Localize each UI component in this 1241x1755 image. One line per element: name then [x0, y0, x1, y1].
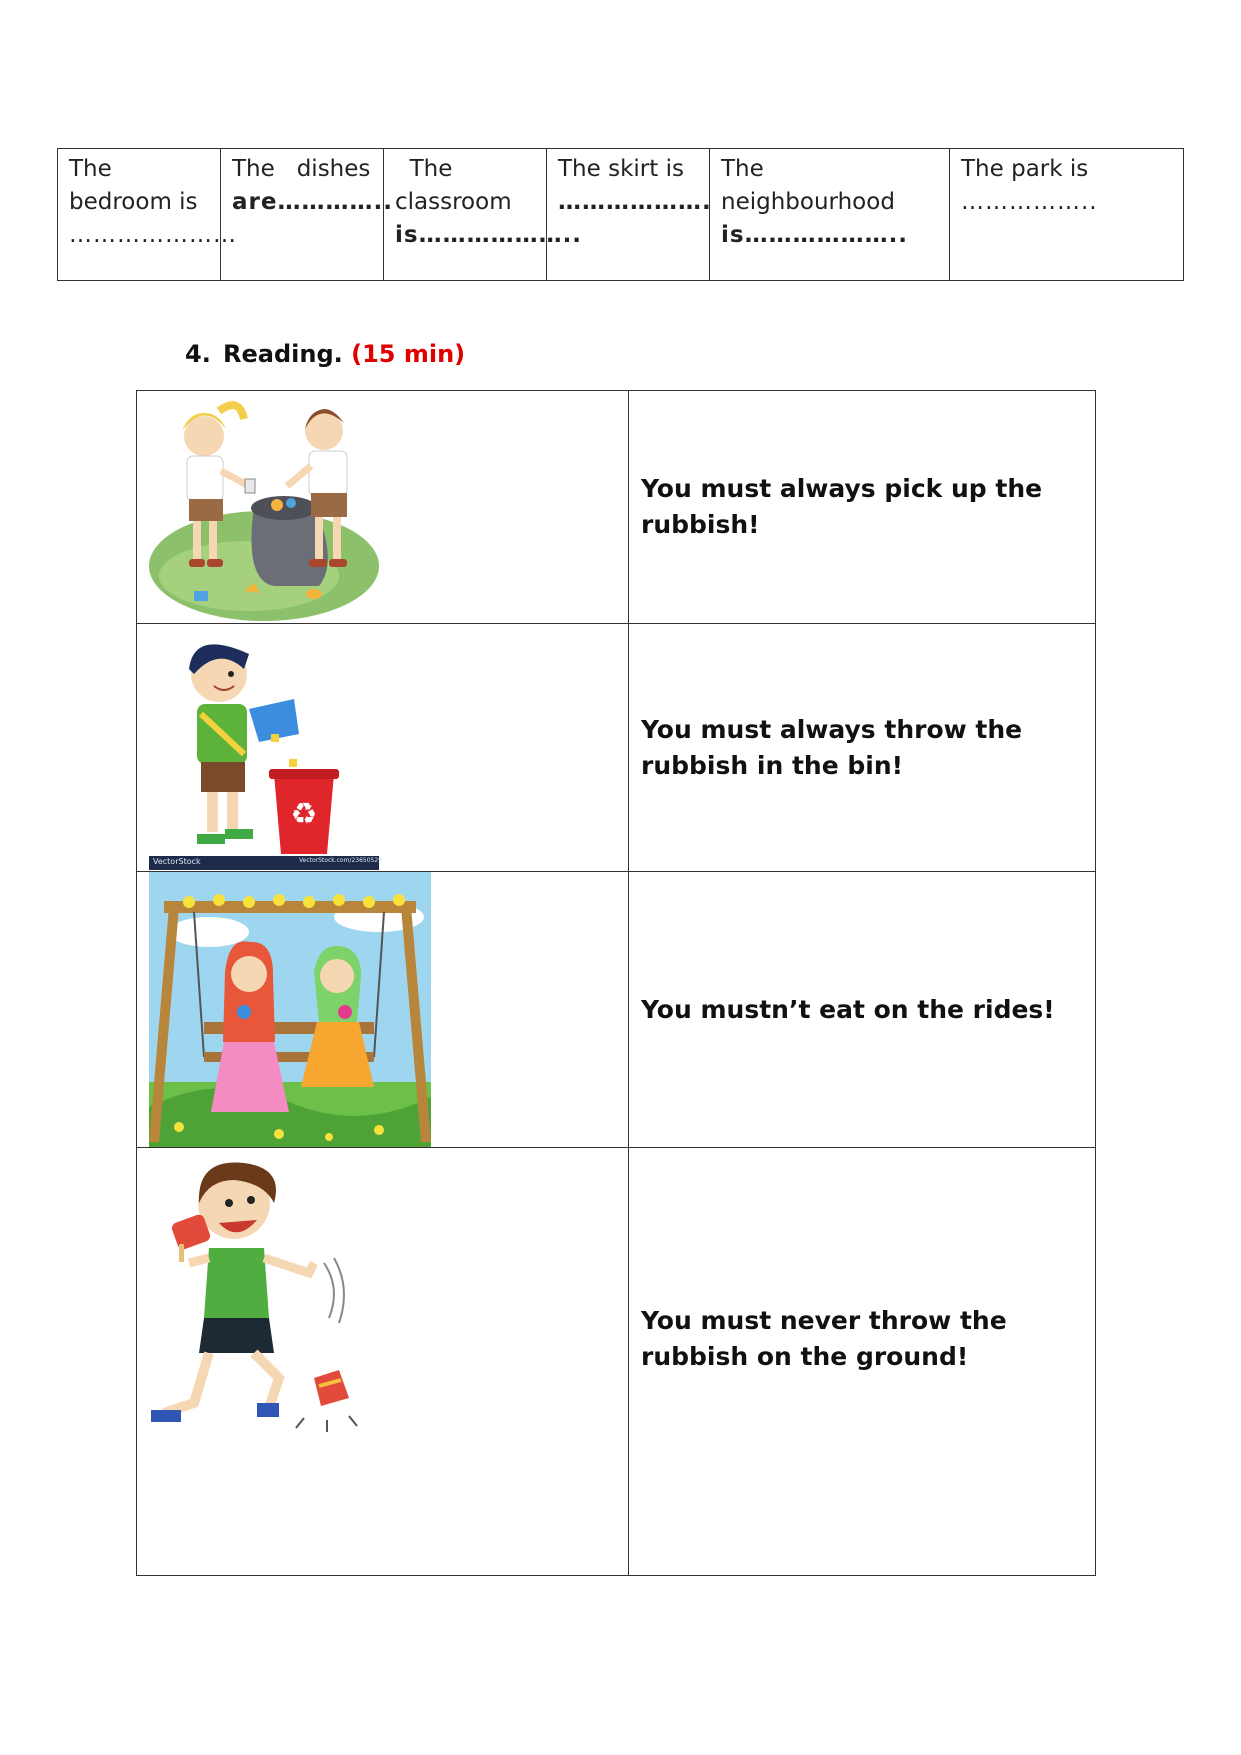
rule-text: You mustn’t eat on the rides! [641, 994, 1055, 1024]
watermark-brand: VectorStock [153, 857, 201, 866]
fill-cell-park [950, 149, 1184, 281]
rule-cell [629, 624, 1096, 872]
cell-line: neighbourhood [721, 189, 895, 215]
cell-line: The [69, 156, 112, 182]
cell-line: classroom [395, 189, 512, 215]
rule-text: You must never throw the rubbish on the ground! [641, 1306, 1007, 1371]
blank-line: is……………….. [395, 222, 583, 248]
cell-line: The park is [961, 156, 1089, 182]
rule-text: You must always pick up the rubbish! [641, 474, 1043, 539]
section-time: (15 min) [351, 340, 466, 368]
cell-line: The skirt is [558, 156, 684, 182]
blank-line: ………………… [69, 222, 237, 248]
svg-text:♻: ♻ [290, 797, 318, 832]
fill-cell-bedroom [58, 149, 237, 281]
rule-cell [629, 872, 1096, 1148]
cell-line: The [395, 156, 453, 182]
fill-cell-neighbourhood [710, 149, 950, 281]
picture-cell [137, 624, 629, 872]
picture-cell [137, 1148, 629, 1576]
blank-line: is……………….. [721, 222, 909, 248]
fill-in-table [57, 148, 1184, 281]
reading-table [136, 390, 1096, 1576]
section-number: 4. [185, 340, 211, 368]
fill-in-row [58, 149, 1184, 281]
section-heading [185, 340, 465, 368]
fill-cell-skirt [547, 149, 710, 281]
fill-cell-classroom [384, 149, 583, 281]
girls-eating-lollipops-on-swing-image [149, 872, 431, 1147]
picture-cell [137, 391, 629, 624]
blank-line: …………….. [961, 189, 1098, 215]
children-picking-up-rubbish-image [149, 391, 389, 621]
boy-dropping-wrapper-image [149, 1148, 379, 1458]
fill-cell-dishes [221, 149, 393, 281]
watermark-url: VectorStock.com/23650529 [299, 857, 383, 864]
cell-line: The [721, 156, 764, 182]
blank-line: ………………. [558, 189, 712, 215]
reading-row [137, 872, 1096, 1148]
rule-cell [629, 1148, 1096, 1576]
cell-line: bedroom is [69, 189, 198, 215]
picture-cell [137, 872, 629, 1148]
cell-line: The dishes [232, 156, 371, 182]
reading-row [137, 391, 1096, 624]
rule-text: You must always throw the rubbish in the bin! [641, 714, 1023, 780]
reading-row [137, 1148, 1096, 1576]
section-title: Reading. [223, 340, 343, 368]
reading-row [137, 624, 1096, 872]
rule-cell [629, 391, 1096, 624]
boy-throwing-rubbish-in-bin-image [149, 624, 389, 870]
blank-line: are………….. [232, 189, 393, 215]
